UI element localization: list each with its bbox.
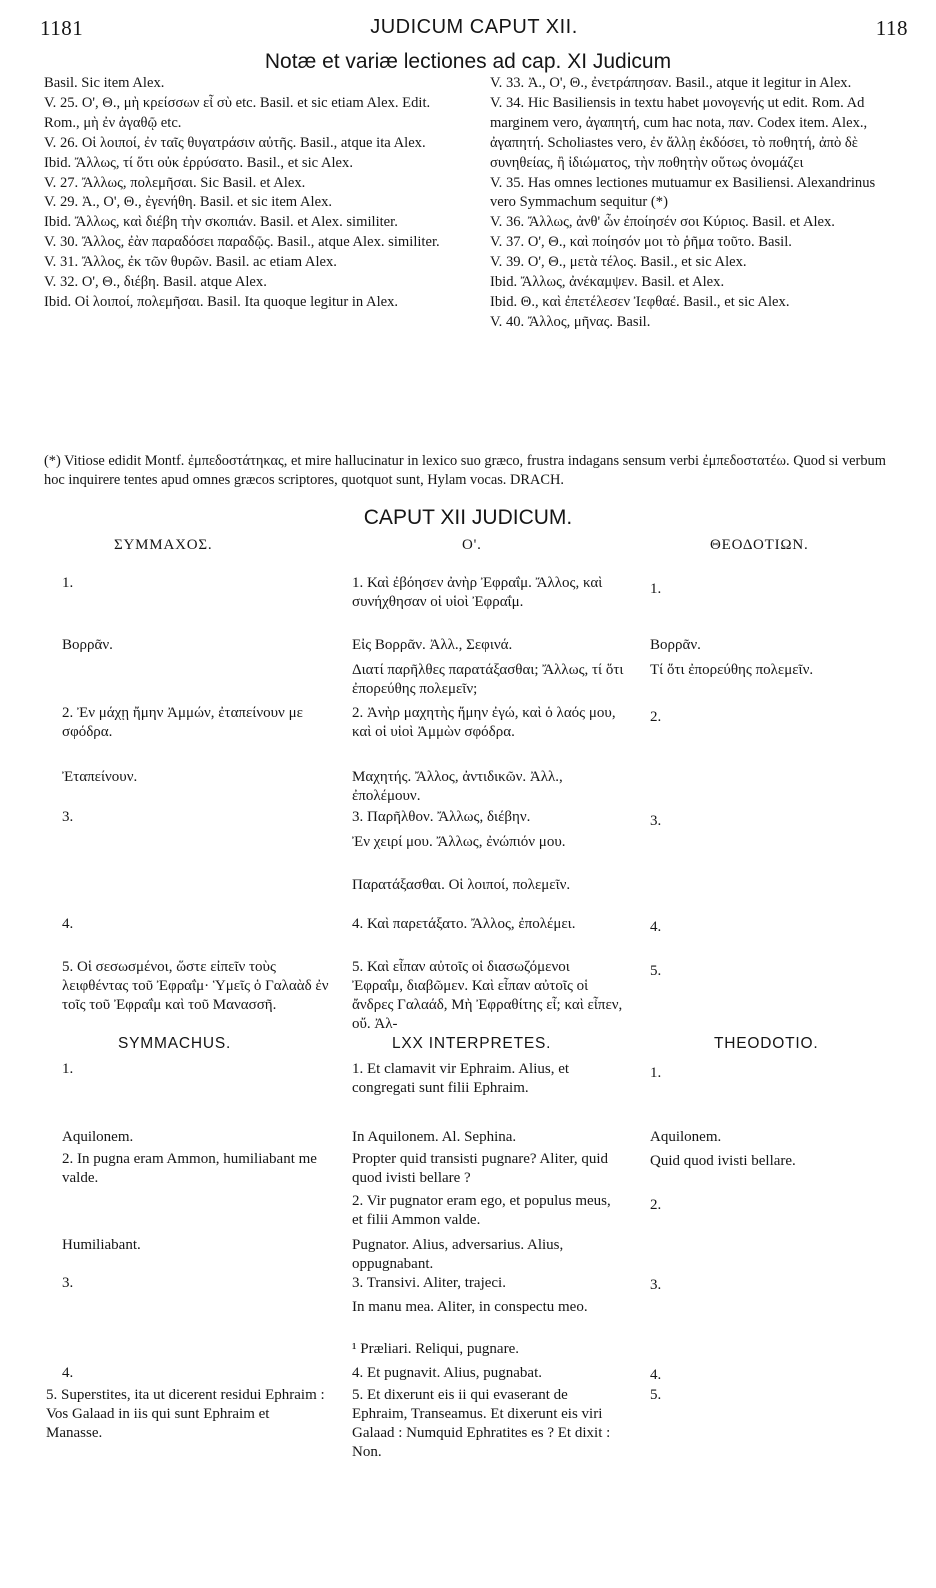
lxx-latin-row-10: 5. Et dixerunt eis ii qui evaserant de Ephraim, Transeamus. Et dixerunt eis viri Galaad : Numquid Ephratites es ? Et dixit : Non. xyxy=(352,1387,611,1460)
theodotion-greek-row-2: Βορρᾶν. xyxy=(650,637,701,653)
note-line: V. 39. O', Θ., μετὰ τέλος. Basil., et sic Alex. xyxy=(490,254,747,271)
note-line: Ibid. Ἄλλως, ἀνέκαμψεν. Basil. et Alex. xyxy=(490,274,725,291)
notes-right-column xyxy=(490,74,902,434)
note-line: V. 37. O', Θ., καὶ ποίησόν μοι τὸ ῥῆμα τοῦτο. Basil. xyxy=(490,234,792,251)
lxx-latin-row-3: Propter quid transisti pugnare? Aliter, quid quod ivisti bellare ? xyxy=(352,1151,609,1186)
note-line: Ibid. Ἄλλως, τί ὅτι οὐκ ἐρρύσατο. Basil., et sic Alex. xyxy=(44,154,353,171)
footnote xyxy=(44,452,902,490)
theodotion-greek-row-3: Τί ὅτι ἐπορεύθης πολεμεῖν. xyxy=(650,662,814,678)
notes-title: Notæ et variæ lectiones ad cap. XI Judicum xyxy=(264,50,672,73)
theodotion-latin-row-4: 2. xyxy=(650,1197,662,1213)
theodotion-latin-row-3: Quid quod ivisti bellare. xyxy=(650,1153,796,1169)
symmachus-greek-row-2: Βορρᾶν. xyxy=(62,637,113,653)
note-line: V. 30. Ἄλλος, ἐὰν παραδόσει παραδῷς. Basil., atque Alex. similiter. xyxy=(44,234,440,251)
symmachus-greek-row-10: 5. Οἱ σεσωσμένοι, ὥστε εἰπεῖν τοὺς λειφθέντας τοῦ Ἐφραΐμ· Ὑμεῖς ὁ Γαλαὰδ ἐν τοῖς τοῦ Ἐφραΐμ καὶ τοῦ Μανασσῆ. xyxy=(62,959,329,1013)
note-line: Ibid. Θ., καὶ ἐπετέλεσεν Ἰεφθαέ. Basil., et sic Alex. xyxy=(490,293,790,310)
symmachus-greek-row-4: 2. Ἐν μάχῃ ἤμην Ἀμμών, ἐταπείνουν με σφόδρα. xyxy=(62,705,303,740)
symmachus-greek-row-9: 4. xyxy=(62,916,74,932)
note-line: Ibid. Οἱ λοιποί, πολεμῆσαι. Basil. Ita quoque legitur in Alex. xyxy=(44,293,399,310)
column-header-symmachus-latin: SYMMACHUS. xyxy=(118,1035,232,1052)
lxx-latin-row-5: Pugnator. Alius, adversarius. Alius, oppugnabant. xyxy=(352,1237,564,1272)
right-page-number: 118 xyxy=(875,16,908,40)
theodotion-latin-row-10: 5. xyxy=(650,1387,662,1403)
symmachus-latin-row-10: 5. Superstites, ita ut dicerent residui Ephraim : Vos Galaad in iis qui sunt Ephraim et Manasse. xyxy=(46,1387,325,1441)
symmachus-greek-row-6: 3. xyxy=(62,809,74,825)
note-line: V. 36. Ἄλλως, ἀνθ' ὧν ἐποίησέν σοι Κύριος. Basil. et Alex. xyxy=(490,214,835,231)
note-line: V. 26. Οἱ λοιποί, ἐν ταῖς θυγατράσιν αὐτῆς. Basil., atque ita Alex. xyxy=(44,134,426,151)
note-line: V. 34. Hic Basiliensis in textu habet μονογενής ut edit. Rom. Ad marginem vero, ἀγαπητή, cum hac nota, παν. Codex item. Alex., ἀγαπητή. Scholiastes vero, ἐν ἄλλῃ ἐκδόσει, τὸ ποθητή, ἀπὸ δὲ συνηθείας, ἢ ἰδιώματος, τὴν ποθητὴν οὕτως ὀνομάζει xyxy=(490,94,868,171)
column-header-theodotion-latin: THEODOTIO. xyxy=(714,1035,819,1052)
running-header xyxy=(40,16,908,46)
lxx-greek-row-4: 2. Ἀνὴρ μαχητὴς ἤμην ἐγώ, καὶ ὁ λαός μου, καὶ οἱ υἱοὶ Ἀμμὼν σφόδρα. xyxy=(352,705,616,740)
theodotion-latin-row-9: 4. xyxy=(650,1367,662,1383)
symmachus-latin-row-1: 1. xyxy=(62,1061,74,1077)
symmachus-latin-row-5: Humiliabant. xyxy=(62,1237,141,1253)
theodotion-greek-row-6: 3. xyxy=(650,813,662,829)
lxx-latin-row-2: In Aquilonem. Al. Sephina. xyxy=(352,1129,517,1145)
note-line: V. 29. Ἀ., O', Θ., ἐγενήθη. Basil. et sic item Alex. xyxy=(44,194,333,211)
running-title: JUDICUM CAPUT XII. xyxy=(370,16,578,38)
lxx-greek-row-8: Παρατάξασθαι. Οἱ λοιποί, πολεμεῖν. xyxy=(352,877,571,893)
lxx-latin-row-9: 4. Et pugnavit. Alius, pugnabat. xyxy=(352,1365,542,1381)
symmachus-greek-row-1: 1. xyxy=(62,575,74,591)
lxx-greek-row-10: 5. Καὶ εἶπαν αὐτοῖς οἱ διασωζόμενοι Ἐφραΐμ, διαβῶμεν. Καὶ εἶπαν αὐτοῖς οἱ ἄνδρες Γαλαάδ, Μὴ Ἐφραθίτης εἶ; καὶ εἶπεν, οὔ. Ἀλ- xyxy=(352,959,623,1032)
lxx-latin-row-7: In manu mea. Aliter, in conspectu meo. xyxy=(352,1299,588,1315)
note-line: V. 31. Ἄλλος, ἐκ τῶν θυρῶν. Basil. ac etiam Alex. xyxy=(44,254,337,271)
theodotion-greek-row-10: 5. xyxy=(650,963,662,979)
lxx-latin-row-1: 1. Et clamavit vir Ephraim. Alius, et congregati sunt filii Ephraim. xyxy=(352,1061,570,1096)
theodotion-greek-row-4: 2. xyxy=(650,709,662,725)
lxx-greek-row-7: Ἐν χειρί μου. Ἄλλως, ἐνώπιόν μου. xyxy=(352,834,566,850)
symmachus-latin-row-9: 4. xyxy=(62,1365,74,1381)
symmachus-latin-row-3: 2. In pugna eram Ammon, humiliabant me valde. xyxy=(62,1151,317,1186)
column-header-symmachus-greek: ΣΥΜΜΑΧΟΣ. xyxy=(114,537,213,553)
symmachus-greek-row-5: Ἐταπείνουν. xyxy=(62,769,138,785)
left-page-number: 1181 xyxy=(40,16,84,40)
column-header-lxx-latin: LXX INTERPRETES. xyxy=(392,1035,552,1052)
lxx-greek-row-5: Μαχητής. Ἄλλος, ἀντιδικῶν. Ἀλλ., ἐπολέμουν. xyxy=(352,769,563,804)
symmachus-latin-row-2: Aquilonem. xyxy=(62,1129,134,1145)
lxx-greek-row-6: 3. Παρῆλθον. Ἄλλως, διέβην. xyxy=(352,809,531,825)
chapter-title: CAPUT XII JUDICUM. xyxy=(363,506,573,529)
lxx-greek-row-2: Εἰς Βορρᾶν. Ἀλλ., Σεφινά. xyxy=(352,637,513,653)
note-line: V. 40. Ἄλλος, μῆνας. Basil. xyxy=(490,313,651,330)
lxx-greek-row-3: Διατί παρῆλθες παρατάξασθαι; Ἄλλως, τί ὅτι ἐπορεύθης πολεμεῖν; xyxy=(352,662,624,697)
note-line: V. 25. O', Θ., μὴ κρείσσων εἶ σὺ etc. Basil. et sic etiam Alex. Edit. Rom., μὴ ἐν ἀγαθῷ etc. xyxy=(44,94,431,131)
lxx-latin-row-4: 2. Vir pugnator eram ego, et populus meus, et filii Ammon valde. xyxy=(352,1193,611,1228)
note-line: Basil. Sic item Alex. xyxy=(44,75,165,91)
note-line: Ibid. Ἄλλως, καὶ διέβη τὴν σκοπιάν. Basil. et Alex. similiter. xyxy=(44,214,398,231)
note-line: V. 33. Ἀ., O', Θ., ἐνετράπησαν. Basil., atque it legitur in Alex. xyxy=(490,75,852,91)
lxx-latin-row-6: 3. Transivi. Aliter, trajeci. xyxy=(352,1275,506,1291)
symmachus-latin-row-6: 3. xyxy=(62,1275,74,1291)
lxx-greek-row-9: 4. Καὶ παρετάξατο. Ἄλλος, ἐπολέμει. xyxy=(352,916,576,932)
footnote-text: (*) Vitiose edidit Montf. ἐμπεδοστάτηκας, et mire hallucinatur in lexico suo græco, frustra indagans sensum verbi ἐμπεδοστατέω. Quod si verbum hoc inquirere tentes apud omnes græcos scriptores, quotquot sunt, Hylam vocas. DRACH. xyxy=(44,453,886,488)
theodotion-latin-row-2: Aquilonem. xyxy=(650,1129,722,1145)
theodotion-greek-row-1: 1. xyxy=(650,581,662,597)
lxx-greek-row-1: 1. Καὶ ἐβόησεν ἀνὴρ Ἐφραΐμ. Ἄλλος, καὶ συνήχθησαν οἱ υἱοὶ Ἐφραΐμ. xyxy=(352,575,603,610)
theodotion-greek-row-9: 4. xyxy=(650,919,662,935)
theodotion-latin-row-6: 3. xyxy=(650,1277,662,1293)
notes-left-column xyxy=(44,74,460,434)
column-header-lxx-greek: O'. xyxy=(462,537,482,553)
lxx-latin-row-8: ¹ Præliari. Reliqui, pugnare. xyxy=(352,1341,519,1357)
theodotion-latin-row-1: 1. xyxy=(650,1065,662,1081)
column-header-theodotion-greek: ΘΕΟΔΟΤΙΩΝ. xyxy=(710,537,809,553)
note-line: V. 35. Has omnes lectiones mutuamur ex Basiliensi. Alexandrinus vero Symmachum sequitur (*) xyxy=(490,174,876,211)
note-line: V. 27. Ἄλλως, πολεμῆσαι. Sic Basil. et Alex. xyxy=(44,174,306,191)
note-line: V. 32. O', Θ., διέβη. Basil. atque Alex. xyxy=(44,274,267,291)
